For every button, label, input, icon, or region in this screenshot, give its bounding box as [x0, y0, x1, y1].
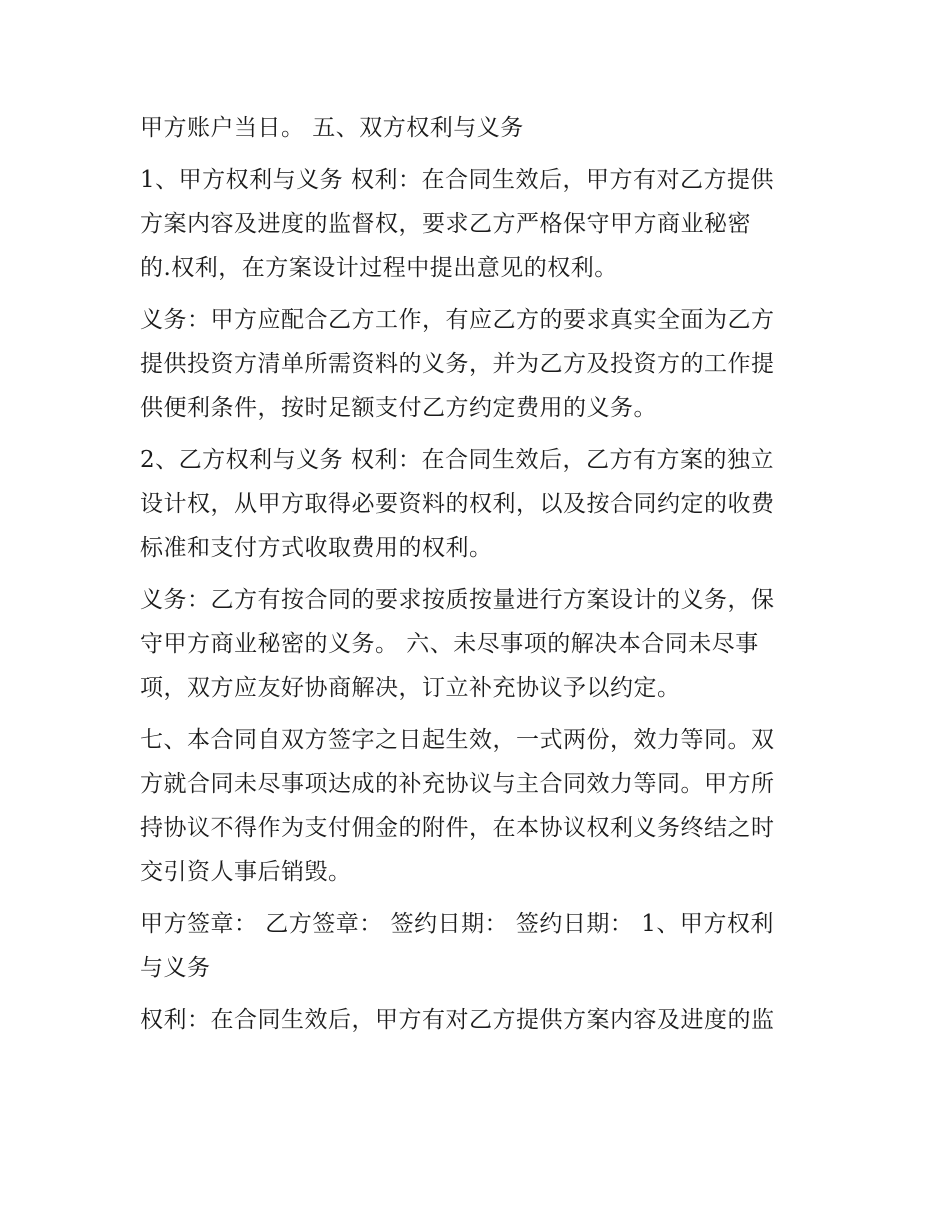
text-line: 交引资人事后销毁。: [140, 859, 352, 885]
text-line: 义务：乙方有按合同的要求按质按量进行方案设计的义务，保: [140, 587, 775, 613]
text-line: 项，双方应友好协商解决，订立补充协议予以约定。: [140, 675, 681, 701]
text-line: 供便利条件，按时足额支付乙方约定费用的义务。: [140, 395, 657, 421]
text-line: 设计权，从甲方取得必要资料的权利，以及按合同约定的收费: [140, 491, 775, 517]
text-line: 权利：在合同生效后，甲方有对乙方提供方案内容及进度的监: [140, 1007, 775, 1033]
text-line: 甲方签章： 乙方签章： 签约日期： 签约日期： 1、甲方权利: [140, 911, 774, 937]
text-line: 的.权利，在方案设计过程中提出意见的权利。: [140, 255, 618, 281]
text-line: 方案内容及进度的监督权，要求乙方严格保守甲方商业秘密: [140, 211, 751, 237]
text-line: 甲方账户当日。 五、双方权利与义务: [140, 115, 524, 141]
text-line: 持协议不得作为支付佣金的附件，在本协议权利义务终结之时: [140, 815, 775, 841]
text-line: 提供投资方清单所需资料的义务，并为乙方及投资方的工作提: [140, 351, 775, 377]
text-line: 义务：甲方应配合乙方工作，有应乙方的要求真实全面为乙方: [140, 307, 775, 333]
text-line: 守甲方商业秘密的义务。 六、未尽事项的解决本合同未尽事: [140, 631, 759, 657]
text-line: 标准和支付方式收取费用的权利。: [140, 535, 493, 561]
text-line: 1、甲方权利与义务 权利：在合同生效后，甲方有对乙方提供: [140, 167, 774, 193]
text-line: 方就合同未尽事项达成的补充协议与主合同效力等同。甲方所: [140, 771, 775, 797]
text-line: 2、乙方权利与义务 权利：在合同生效后，乙方有方案的独立: [140, 447, 774, 473]
text-line: 七、本合同自双方签字之日起生效，一式两份，效力等同。双: [140, 727, 775, 753]
document-body: [140, 106, 820, 1042]
text-line: 与义务: [140, 955, 211, 981]
